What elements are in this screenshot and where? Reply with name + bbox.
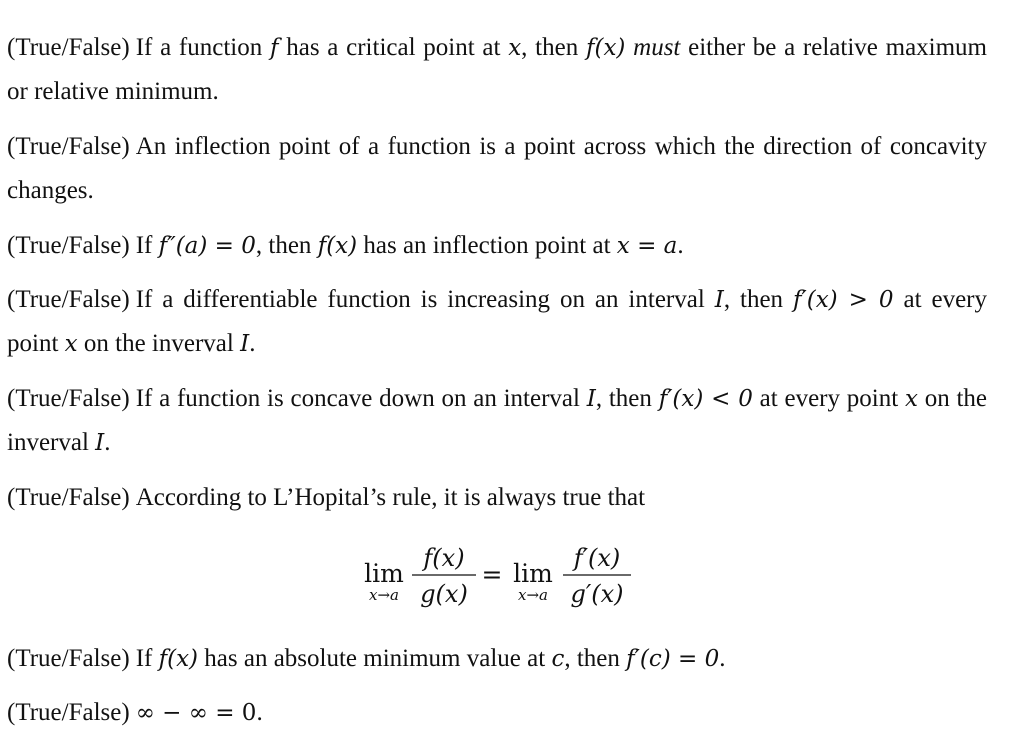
question-3 xyxy=(7,224,987,268)
question-text: An inflection point of a function is a point across which the direction of concavity changes. xyxy=(7,133,987,204)
math-expression: x xyxy=(508,35,522,61)
numerator-right: f′(x) xyxy=(573,544,621,572)
math-expression: f(x) xyxy=(158,646,199,672)
question-text: . xyxy=(677,232,684,259)
math-expression: f′(x) < 0 xyxy=(658,386,753,412)
math-expression: I xyxy=(95,430,105,456)
question-text: According to L’Hopital’s rule, it is always true that xyxy=(135,484,646,511)
math-expression: f xyxy=(269,35,279,61)
true-false-label: (True/False) xyxy=(7,34,130,61)
math-expression: x xyxy=(64,331,78,357)
math-expression: ∞ − ∞ = 0 xyxy=(135,700,257,726)
true-false-label: (True/False) xyxy=(7,133,130,160)
math-expression: f″(a) = 0 xyxy=(158,233,256,259)
numerator-left: f(x) xyxy=(423,544,465,572)
lim-subscript-left: x→a xyxy=(369,586,399,604)
question-5 xyxy=(7,377,987,465)
question-text: . xyxy=(256,699,263,726)
lim-left: lim xyxy=(364,559,404,588)
question-8 xyxy=(7,691,987,735)
question-4 xyxy=(7,278,987,366)
equation-svg xyxy=(0,538,1024,616)
question-text: , then xyxy=(564,645,627,672)
denominator-right: g′(x) xyxy=(570,580,624,608)
question-7 xyxy=(7,637,987,681)
math-expression: c xyxy=(551,646,565,672)
lim-subscript-right: x→a xyxy=(518,586,548,604)
true-false-label: (True/False) xyxy=(7,484,130,511)
question-text: , then xyxy=(595,385,659,412)
true-false-label: (True/False) xyxy=(7,385,130,412)
question-text: on the inverval xyxy=(77,330,241,357)
question-2 xyxy=(7,125,987,213)
question-text: at every point xyxy=(752,385,905,412)
question-text: either be a relative maximum or relative minimum. xyxy=(7,34,988,105)
question-text xyxy=(625,34,633,61)
question-text: , then xyxy=(521,34,586,61)
question-text: . xyxy=(719,645,726,672)
question-text: on the inverval xyxy=(7,385,988,456)
math-expression: f(x) xyxy=(585,35,626,61)
math-expression: f′(c) = 0 xyxy=(626,646,720,672)
math-expression: x xyxy=(904,386,918,412)
lim-right: lim xyxy=(513,559,553,588)
lhopital-equation xyxy=(0,538,1024,616)
question-text: . xyxy=(104,429,111,456)
equals-sign: = xyxy=(481,560,503,589)
question-text: has an inflection point at xyxy=(357,232,617,259)
emphasis-text: must xyxy=(633,34,681,61)
question-text: If a function xyxy=(135,34,270,61)
math-expression: x = a xyxy=(616,233,678,259)
question-text: , then xyxy=(255,232,318,259)
question-text: If xyxy=(135,232,159,259)
math-expression: I xyxy=(240,331,250,357)
true-false-label: (True/False) xyxy=(7,645,130,672)
math-expression: I xyxy=(586,386,596,412)
question-text: , then xyxy=(723,286,793,313)
true-false-label: (True/False) xyxy=(7,232,130,259)
question-text: If xyxy=(135,645,159,672)
question-text: If a differentiable function is increasing on an interval xyxy=(135,286,715,313)
question-text: has a critical point at xyxy=(278,34,509,61)
true-false-label: (True/False) xyxy=(7,286,130,313)
question-text: at every point xyxy=(7,286,987,357)
math-expression: I xyxy=(714,287,724,313)
true-false-label: (True/False) xyxy=(7,699,130,726)
math-expression: f(x) xyxy=(317,233,358,259)
question-1 xyxy=(7,26,987,114)
question-text: has an absolute minimum value at xyxy=(198,645,552,672)
math-expression: f′(x) > 0 xyxy=(793,287,894,313)
question-text: If a function is concave down on an interval xyxy=(135,385,587,412)
question-text: . xyxy=(249,330,256,357)
denominator-left: g(x) xyxy=(420,580,468,608)
question-6 xyxy=(7,476,987,520)
